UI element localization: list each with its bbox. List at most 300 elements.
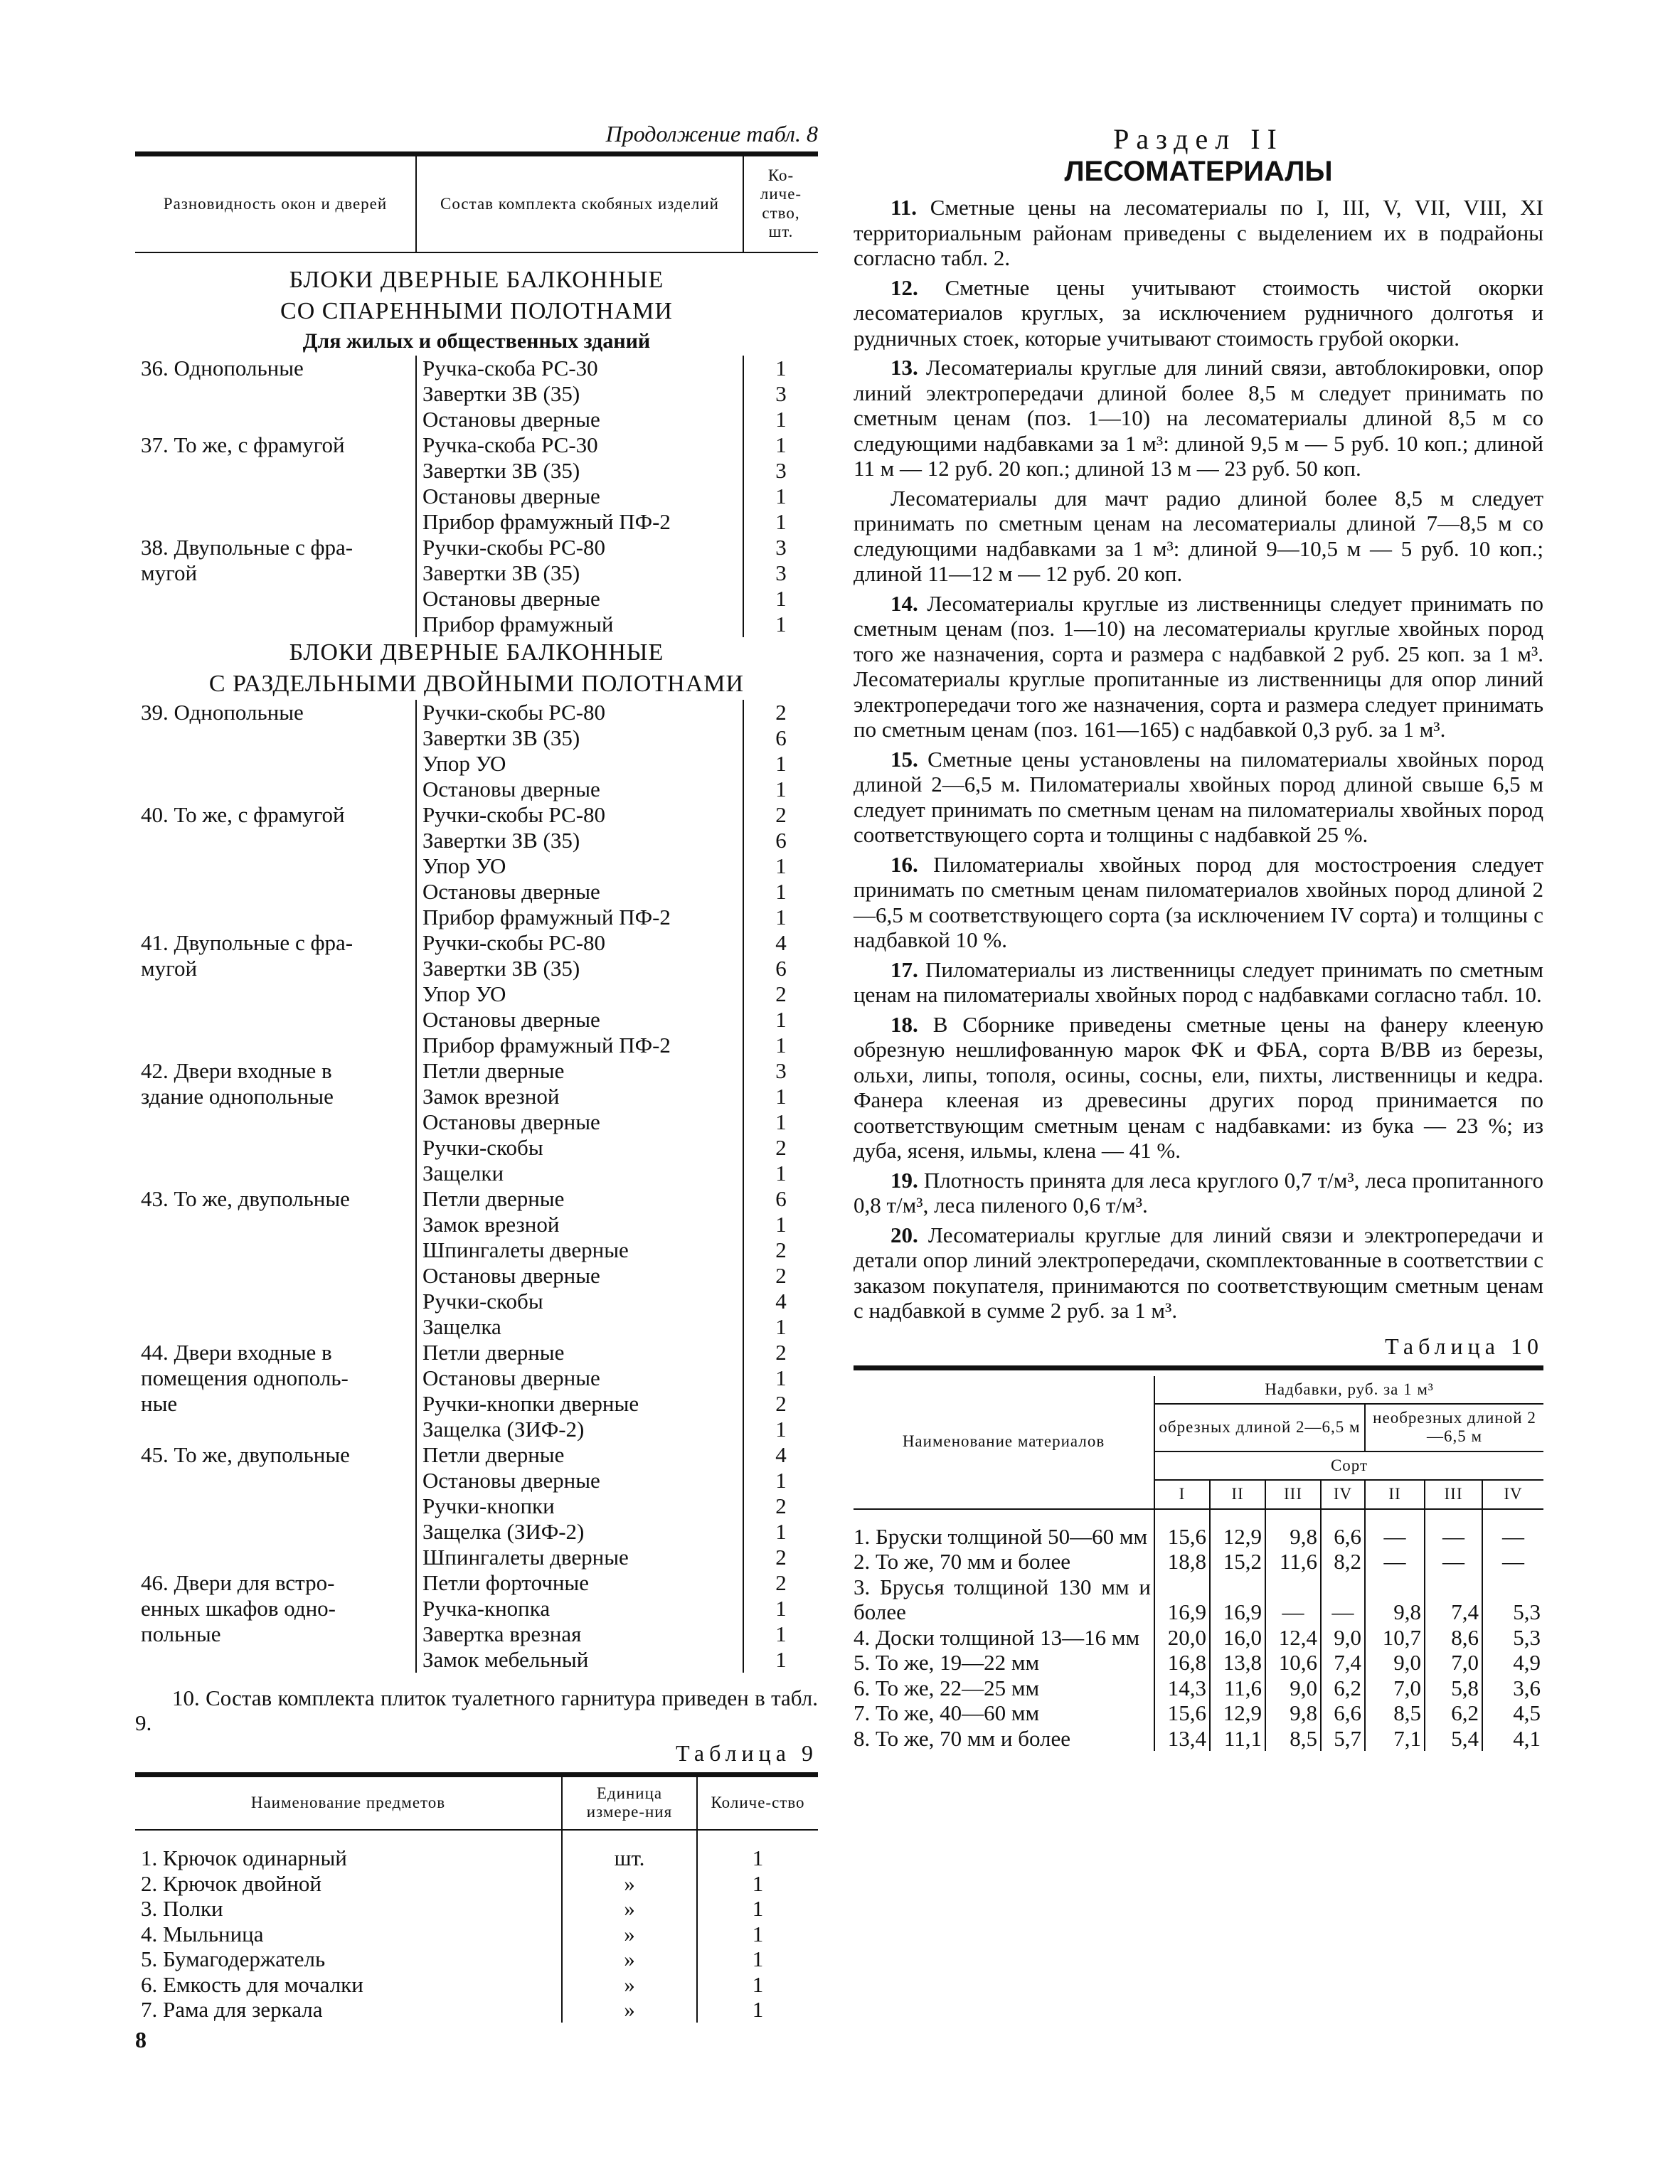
item-name: 1. Крючок одинарный bbox=[141, 1845, 347, 1871]
window-door-kind: помещения однополь- bbox=[141, 1365, 349, 1390]
surcharge-value: — bbox=[1321, 1575, 1365, 1625]
page-number: 8 bbox=[135, 2027, 147, 2052]
quantity: 2 bbox=[743, 981, 818, 1007]
table-row bbox=[135, 700, 818, 725]
quantity: 1 bbox=[743, 1084, 818, 1109]
paragraph-number: 14. bbox=[890, 590, 918, 616]
grade-header: III bbox=[1265, 1480, 1321, 1508]
table-row bbox=[135, 1468, 818, 1493]
hardware-item: Остановы дверные bbox=[416, 1468, 743, 1493]
hardware-item: Защелки bbox=[416, 1161, 743, 1186]
col-header-material: Наименование материалов bbox=[854, 1376, 1154, 1509]
table-row bbox=[135, 1922, 818, 1947]
surcharge-value: 6,6 bbox=[1321, 1509, 1365, 1550]
table-row bbox=[135, 381, 818, 407]
hardware-item: Ручки-скобы РС-80 bbox=[416, 700, 743, 725]
quantity: 1 bbox=[743, 751, 818, 777]
unit: шт. bbox=[562, 1830, 697, 1871]
hardware-item: Петли дверные bbox=[416, 1058, 743, 1084]
window-door-kind bbox=[135, 1289, 416, 1314]
hardware-item: Шпингалеты дверные bbox=[416, 1545, 743, 1570]
unit: » bbox=[562, 1871, 697, 1897]
hardware-item: Петли форточные bbox=[416, 1570, 743, 1596]
item-name: 6. Емкость для мочалки bbox=[141, 1971, 363, 1997]
table-row bbox=[854, 1676, 1543, 1701]
table-row bbox=[135, 432, 818, 458]
surcharge-value: 18,8 bbox=[1154, 1549, 1210, 1575]
table-row bbox=[135, 1109, 818, 1135]
col-header-unedged: необрезных длиной 2—6,5 м bbox=[1365, 1404, 1543, 1451]
grade-header: II bbox=[1365, 1480, 1425, 1508]
paragraph bbox=[854, 1222, 1543, 1323]
window-door-kind bbox=[135, 1647, 416, 1673]
table-row bbox=[854, 1575, 1543, 1625]
paragraph-text: Сметные цены на лесоматериалы по I, III, V, VII, VIII, XI территориальным районам приведены с выделением их в подрайоны согласно табл. 2. bbox=[854, 195, 1543, 270]
window-door-kind bbox=[135, 509, 416, 535]
table-row bbox=[135, 560, 818, 586]
surcharge-value: 7,4 bbox=[1425, 1575, 1482, 1625]
paragraph-number: 19. bbox=[890, 1167, 918, 1193]
surcharge-value: 4,5 bbox=[1482, 1700, 1543, 1726]
quantity: 1 bbox=[743, 1007, 818, 1033]
rule bbox=[135, 1772, 818, 1777]
hardware-item: Ручки-скобы РС-80 bbox=[416, 535, 743, 560]
quantity: 2 bbox=[743, 802, 818, 828]
material-name: 3. Брусья толщиной 130 мм и более bbox=[854, 1574, 1151, 1625]
hardware-item: Защелка (ЗИФ-2) bbox=[416, 1519, 743, 1545]
window-door-kind bbox=[135, 1519, 416, 1545]
window-door-kind bbox=[135, 879, 416, 905]
surcharge-value: 7,0 bbox=[1425, 1650, 1482, 1676]
hardware-item: Завертки ЗВ (35) bbox=[416, 560, 743, 586]
paragraph-text: Плотность принята для леса круглого 0,7 т/м³, леса пропитанного 0,8 т/м³, леса пиленого 0,6 т/м³. bbox=[854, 1167, 1543, 1218]
table-row bbox=[135, 1033, 818, 1058]
unit: » bbox=[562, 1946, 697, 1972]
paragraph bbox=[854, 591, 1543, 742]
note-10: 10. Состав комплекта плиток туалетного гарнитура приведен в табл. 9. bbox=[135, 1685, 818, 1736]
quantity: 1 bbox=[743, 586, 818, 612]
hardware-item: Замок врезной bbox=[416, 1084, 743, 1109]
quantity: 1 bbox=[743, 432, 818, 458]
quantity: 4 bbox=[743, 1289, 818, 1314]
quantity: 6 bbox=[743, 725, 818, 751]
paragraph-number: 15. bbox=[890, 746, 918, 772]
right-column bbox=[854, 107, 1543, 1751]
table-row bbox=[135, 981, 818, 1007]
table-row bbox=[135, 1570, 818, 1596]
table-row bbox=[854, 1625, 1543, 1651]
quantity: 1 bbox=[743, 1417, 818, 1442]
material-name: 8. То же, 70 мм и более bbox=[854, 1725, 1071, 1751]
window-door-kind bbox=[135, 751, 416, 777]
surcharge-value: 12,9 bbox=[1210, 1509, 1265, 1550]
surcharge-value: 9,8 bbox=[1365, 1575, 1425, 1625]
surcharge-value: — bbox=[1365, 1509, 1425, 1550]
window-door-kind: мугой bbox=[141, 560, 198, 585]
window-door-kind bbox=[135, 1468, 416, 1493]
hardware-item: Прибор фрамужный ПФ-2 bbox=[416, 1033, 743, 1058]
hardware-item: Завертки ЗВ (35) bbox=[416, 828, 743, 853]
window-door-kind: 43. То же, двупольные bbox=[141, 1186, 350, 1211]
quantity: 6 bbox=[743, 828, 818, 853]
table-row bbox=[135, 725, 818, 751]
hardware-item: Завертки ЗВ (35) bbox=[416, 381, 743, 407]
item-name: 7. Рама для зеркала bbox=[141, 1997, 323, 2023]
table-row bbox=[135, 1972, 818, 1998]
quantity: 2 bbox=[743, 700, 818, 725]
hardware-item: Шпингалеты дверные bbox=[416, 1237, 743, 1263]
surcharge-value: 16,8 bbox=[1154, 1650, 1210, 1676]
hardware-item: Ручка-скоба РС-30 bbox=[416, 432, 743, 458]
quantity: 2 bbox=[743, 1340, 818, 1365]
surcharge-value: 4,9 bbox=[1482, 1650, 1543, 1676]
col-header-qty: Количе-ство bbox=[697, 1777, 818, 1830]
table-row bbox=[135, 1007, 818, 1033]
quantity: 2 bbox=[743, 1135, 818, 1161]
surcharge-value: 9,8 bbox=[1265, 1509, 1321, 1550]
surcharge-value: 6,6 bbox=[1321, 1700, 1365, 1726]
hardware-item: Прибор фрамужный ПФ-2 bbox=[416, 905, 743, 930]
quantity: 6 bbox=[743, 1186, 818, 1212]
group-title: БЛОКИ ДВЕРНЫЕ БАЛКОННЫЕ bbox=[289, 266, 664, 293]
hardware-item: Ручки-кнопки bbox=[416, 1493, 743, 1519]
hardware-item: Остановы дверные bbox=[416, 879, 743, 905]
quantity: 1 bbox=[743, 1596, 818, 1621]
hardware-item: Ручки-кнопки дверные bbox=[416, 1391, 743, 1417]
item-name: 5. Бумагодержатель bbox=[141, 1946, 326, 1972]
window-door-kind bbox=[135, 1263, 416, 1289]
table-row bbox=[135, 1545, 818, 1570]
surcharge-value: 20,0 bbox=[1154, 1625, 1210, 1651]
col-header-kind: Разновидность окон и дверей bbox=[135, 156, 416, 252]
table-row bbox=[854, 1650, 1543, 1676]
hardware-item: Остановы дверные bbox=[416, 1263, 743, 1289]
table-row bbox=[135, 956, 818, 981]
surcharge-value: 9,8 bbox=[1265, 1700, 1321, 1726]
window-door-kind bbox=[135, 777, 416, 802]
quantity: 4 bbox=[743, 930, 818, 956]
material-name: 6. То же, 22—25 мм bbox=[854, 1675, 1040, 1700]
group-title: СО СПАРЕННЫМИ ПОЛОТНАМИ bbox=[280, 297, 673, 324]
quantity: 1 bbox=[743, 1033, 818, 1058]
paragraphs bbox=[854, 195, 1543, 1323]
quantity: 1 bbox=[743, 879, 818, 905]
paragraph-text: В Сборнике приведены сметные цены на фанеру клееную обрезную нешлифованную марок ФК и ФБА, сорта В/ВВ из березы, ольхи, липы, тополя, осины, сосны, ели, пихты, лиственницы и кедра. Фанера клееная из древесины других пород принимается по соответствующим сметным ценам с надбавками: из бука — 23 %; из дуба, ясеня, ильмы, клена — 41 %. bbox=[854, 1011, 1543, 1163]
paragraph-text: Сметные цены учитывают стоимость чистой окорки лесоматериалов круглых, за исключением рудничного долготья и рудничных стоек, которые учитывают стоимость грубой окорки. bbox=[854, 275, 1543, 351]
window-door-kind bbox=[135, 981, 416, 1007]
window-door-kind bbox=[135, 725, 416, 751]
surcharge-value: 5,3 bbox=[1482, 1625, 1543, 1651]
quantity: 1 bbox=[743, 484, 818, 509]
item-name: 3. Полки bbox=[141, 1896, 223, 1922]
table-row bbox=[135, 1647, 818, 1673]
table-row bbox=[135, 1493, 818, 1519]
paragraph-text: Пиломатериалы из лиственницы следует принимать по сметным ценам на пиломатериалы хвойных пород с надбавками согласно табл. 10. bbox=[854, 957, 1543, 1007]
col-header-surcharge: Надбавки, руб. за 1 м³ bbox=[1154, 1376, 1543, 1404]
table-row bbox=[135, 509, 818, 535]
quantity: 2 bbox=[743, 1263, 818, 1289]
surcharge-value: 16,9 bbox=[1210, 1575, 1265, 1625]
hardware-item: Прибор фрамужный ПФ-2 bbox=[416, 509, 743, 535]
quantity: 1 bbox=[743, 356, 818, 381]
unit: » bbox=[562, 1972, 697, 1998]
window-door-kind bbox=[135, 381, 416, 407]
surcharge-value: 16,0 bbox=[1210, 1625, 1265, 1651]
surcharge-value: — bbox=[1425, 1509, 1482, 1550]
table-row bbox=[854, 1726, 1543, 1752]
table-row bbox=[135, 1391, 818, 1417]
unit: » bbox=[562, 1997, 697, 2023]
surcharge-value: 16,9 bbox=[1154, 1575, 1210, 1625]
hardware-item: Ручка-скоба РС-30 bbox=[416, 356, 743, 381]
table-row bbox=[135, 802, 818, 828]
hardware-item: Петли дверные bbox=[416, 1340, 743, 1365]
material-name: 5. То же, 19—22 мм bbox=[854, 1650, 1040, 1676]
col-header-edged: обрезных длиной 2—6,5 м bbox=[1154, 1404, 1365, 1451]
hardware-item: Замок мебельный bbox=[416, 1647, 743, 1673]
surcharge-value: 15,2 bbox=[1210, 1549, 1265, 1575]
hardware-item: Остановы дверные bbox=[416, 484, 743, 509]
table-row bbox=[135, 1212, 818, 1237]
rule bbox=[135, 151, 818, 156]
hardware-item: Замок врезной bbox=[416, 1212, 743, 1237]
window-door-kind bbox=[135, 1007, 416, 1033]
quantity: 1 bbox=[697, 1896, 818, 1922]
hardware-item: Ручки-скобы РС-80 bbox=[416, 930, 743, 956]
paragraph-number: 16. bbox=[890, 851, 918, 877]
window-door-kind bbox=[135, 1109, 416, 1135]
surcharge-value: 7,4 bbox=[1321, 1650, 1365, 1676]
col-header-composition: Состав комплекта скобяных изделий bbox=[416, 156, 743, 252]
quantity: 3 bbox=[743, 381, 818, 407]
table-row bbox=[135, 1596, 818, 1621]
group-title: БЛОКИ ДВЕРНЫЕ БАЛКОННЫЕ bbox=[289, 639, 664, 666]
window-door-kind: мугой bbox=[141, 955, 198, 981]
table-row bbox=[135, 535, 818, 560]
hardware-item: Ручки-скобы РС-80 bbox=[416, 802, 743, 828]
surcharge-value: 11,6 bbox=[1265, 1549, 1321, 1575]
hardware-item: Ручка-кнопка bbox=[416, 1596, 743, 1621]
table-10-label: Таблица 10 bbox=[1385, 1333, 1543, 1359]
surcharge-value: 10,7 bbox=[1365, 1625, 1425, 1651]
paragraph-text: Лесоматериалы круглые для линий связи, автоблокировки, опор линий электропередачи длиной более 8,5 м следует принимать по сметным ценам (поз. 1—10) на лесоматериалы длиной 8,5 м со следующими надбавками за 1 м³: длиной 9,5 м — 5 руб. 10 коп.; длиной 11 м — 12 руб. 20 коп.; длиной 13 м — 23 руб. 50 коп. bbox=[854, 355, 1543, 481]
window-door-kind: ные bbox=[141, 1390, 178, 1416]
hardware-item: Завертки ЗВ (35) bbox=[416, 458, 743, 484]
surcharge-value: — bbox=[1425, 1549, 1482, 1575]
table-row bbox=[135, 1365, 818, 1391]
quantity: 1 bbox=[743, 612, 818, 637]
window-door-kind bbox=[135, 1135, 416, 1161]
quantity: 2 bbox=[743, 1237, 818, 1263]
hardware-item: Упор УО bbox=[416, 853, 743, 879]
section-title: Раздел II bbox=[1113, 123, 1284, 155]
table-row bbox=[135, 484, 818, 509]
quantity: 1 bbox=[743, 1161, 818, 1186]
material-name: 4. Доски толщиной 13—16 мм bbox=[854, 1624, 1140, 1650]
paragraph bbox=[854, 852, 1543, 953]
table-row bbox=[135, 1519, 818, 1545]
paragraph bbox=[854, 275, 1543, 351]
surcharge-value: 12,9 bbox=[1210, 1700, 1265, 1726]
window-door-kind: 46. Двери для встро- bbox=[141, 1570, 335, 1595]
unit: » bbox=[562, 1922, 697, 1947]
surcharge-value: 8,2 bbox=[1321, 1549, 1365, 1575]
paragraph bbox=[854, 355, 1543, 481]
surcharge-value: 5,3 bbox=[1482, 1575, 1543, 1625]
table-row bbox=[135, 1314, 818, 1340]
paragraph-number: 12. bbox=[890, 275, 918, 300]
hardware-item: Остановы дверные bbox=[416, 1109, 743, 1135]
table-9-label: Таблица 9 bbox=[676, 1740, 818, 1766]
surcharge-value: 14,3 bbox=[1154, 1676, 1210, 1701]
quantity: 2 bbox=[743, 1391, 818, 1417]
table-row bbox=[135, 1621, 818, 1647]
grade-header: IV bbox=[1321, 1480, 1365, 1508]
quantity: 1 bbox=[743, 777, 818, 802]
surcharge-value: 7,0 bbox=[1365, 1676, 1425, 1701]
window-door-kind bbox=[135, 1493, 416, 1519]
quantity: 1 bbox=[743, 1109, 818, 1135]
quantity: 1 bbox=[743, 1621, 818, 1647]
quantity: 1 bbox=[743, 853, 818, 879]
table-row bbox=[135, 1417, 818, 1442]
paragraph bbox=[854, 195, 1543, 271]
hardware-item: Остановы дверные bbox=[416, 407, 743, 432]
hardware-item: Остановы дверные bbox=[416, 1007, 743, 1033]
surcharge-value: 8,5 bbox=[1365, 1700, 1425, 1726]
table-row bbox=[135, 930, 818, 956]
surcharge-value: — bbox=[1265, 1575, 1321, 1625]
quantity: 2 bbox=[743, 1545, 818, 1570]
table-9 bbox=[135, 1777, 818, 2023]
table-row bbox=[135, 356, 818, 381]
item-name: 2. Крючок двойной bbox=[141, 1870, 322, 1896]
quantity: 2 bbox=[743, 1570, 818, 1596]
col-header-qty: Ко-личе-ство, шт. bbox=[743, 156, 818, 252]
table-row bbox=[135, 1058, 818, 1084]
unit: » bbox=[562, 1896, 697, 1922]
col-header-unit: Единица измере-ния bbox=[562, 1777, 697, 1830]
hardware-item: Завертки ЗВ (35) bbox=[416, 956, 743, 981]
table-10 bbox=[854, 1376, 1543, 1752]
quantity: 1 bbox=[697, 1871, 818, 1897]
paragraph-text: Лесоматериалы круглые для линий связи и электропередачи и детали опор линий электропередачи, скомплектованные в соответствии с заказом покупателя, принимаются по соответствующим сметным ценам с надбавкой в сумме 2 руб. за 1 м³. bbox=[854, 1222, 1543, 1323]
hardware-item: Петли дверные bbox=[416, 1442, 743, 1468]
table-row bbox=[135, 751, 818, 777]
window-door-kind bbox=[135, 828, 416, 853]
quantity: 1 bbox=[697, 1830, 818, 1871]
paragraph bbox=[854, 957, 1543, 1008]
hardware-item: Остановы дверные bbox=[416, 777, 743, 802]
table-row bbox=[854, 1509, 1543, 1550]
col-header-name: Наименование предметов bbox=[135, 1777, 562, 1830]
surcharge-value: 9,0 bbox=[1365, 1650, 1425, 1676]
rule bbox=[854, 1365, 1543, 1370]
table-row bbox=[135, 612, 818, 637]
quantity: 1 bbox=[743, 1365, 818, 1391]
grade-header: II bbox=[1210, 1480, 1265, 1508]
window-door-kind bbox=[135, 1033, 416, 1058]
quantity: 1 bbox=[743, 407, 818, 432]
table-row bbox=[135, 1186, 818, 1212]
window-door-kind bbox=[135, 484, 416, 509]
paragraph bbox=[854, 1012, 1543, 1163]
surcharge-value: 5,4 bbox=[1425, 1726, 1482, 1752]
window-door-kind bbox=[135, 1417, 416, 1442]
table-row bbox=[135, 458, 818, 484]
window-door-kind: енных шкафов одно- bbox=[141, 1595, 336, 1621]
window-door-kind bbox=[135, 1237, 416, 1263]
table-row bbox=[135, 1442, 818, 1468]
group-title: С РАЗДЕЛЬНЫМИ ДВОЙНЫМИ ПОЛОТНАМИ bbox=[208, 670, 745, 697]
surcharge-value: 8,5 bbox=[1265, 1726, 1321, 1752]
quantity: 6 bbox=[743, 956, 818, 981]
hardware-item: Завертки ЗВ (35) bbox=[416, 725, 743, 751]
quantity: 4 bbox=[743, 1442, 818, 1468]
window-door-kind: 41. Двупольные с фра- bbox=[141, 929, 353, 955]
quantity: 1 bbox=[697, 1922, 818, 1947]
window-door-kind bbox=[135, 1161, 416, 1186]
surcharge-value: 13,4 bbox=[1154, 1726, 1210, 1752]
window-door-kind bbox=[135, 1212, 416, 1237]
table-row bbox=[135, 1084, 818, 1109]
quantity: 3 bbox=[743, 535, 818, 560]
window-door-kind bbox=[135, 1314, 416, 1340]
table-row bbox=[135, 777, 818, 802]
hardware-item: Остановы дверные bbox=[416, 1365, 743, 1391]
surcharge-value: — bbox=[1365, 1549, 1425, 1575]
window-door-kind: польные bbox=[141, 1621, 221, 1646]
table-continuation-caption: Продолжение табл. 8 bbox=[605, 121, 818, 147]
quantity: 1 bbox=[743, 509, 818, 535]
table-row bbox=[135, 1289, 818, 1314]
hardware-item: Упор УО bbox=[416, 751, 743, 777]
table-row bbox=[135, 1237, 818, 1263]
quantity: 3 bbox=[743, 1058, 818, 1084]
surcharge-value: 15,6 bbox=[1154, 1700, 1210, 1726]
material-name: 1. Бруски толщиной 50—60 мм bbox=[854, 1523, 1148, 1549]
table-row bbox=[135, 1896, 818, 1922]
surcharge-value: 3,6 bbox=[1482, 1676, 1543, 1701]
window-door-kind bbox=[135, 407, 416, 432]
surcharge-value: 11,6 bbox=[1210, 1676, 1265, 1701]
window-door-kind bbox=[135, 612, 416, 637]
table-row bbox=[135, 905, 818, 930]
window-door-kind: 37. То же, с фрамугой bbox=[141, 432, 345, 457]
table-row bbox=[135, 407, 818, 432]
quantity: 1 bbox=[743, 1212, 818, 1237]
quantity: 1 bbox=[743, 1468, 818, 1493]
window-door-kind: 45. То же, двупольные bbox=[141, 1442, 350, 1467]
quantity: 2 bbox=[743, 1493, 818, 1519]
quantity: 1 bbox=[697, 1997, 818, 2023]
window-door-kind bbox=[135, 1545, 416, 1570]
table-row bbox=[854, 1700, 1543, 1726]
left-column bbox=[135, 107, 818, 2023]
table-row bbox=[135, 853, 818, 879]
table-row bbox=[135, 828, 818, 853]
grade-header: I bbox=[1154, 1480, 1210, 1508]
window-door-kind: здание однопольные bbox=[141, 1083, 334, 1109]
hardware-item: Петли дверные bbox=[416, 1186, 743, 1212]
surcharge-value: 9,0 bbox=[1321, 1625, 1365, 1651]
window-door-kind: 40. То же, с фрамугой bbox=[141, 801, 345, 827]
window-door-kind: 39. Однопольные bbox=[141, 699, 304, 725]
paragraph-text: Лесоматериалы круглые из лиственницы следует принимать по сметным ценам (поз. 1—10) на лесоматериалы круглые хвойных пород того же назначения, сорта и размера с надбавкой 2 руб. 25 коп. за 1 м³. Лесоматериалы круглые пропитанные из лиственницы для опор линий электропередачи того же назначения, сорта и размера следует принимать по сметным ценам (поз. 161—165) с надбавкой 0,3 руб. за 1 м³. bbox=[854, 590, 1543, 742]
surcharge-value: 11,1 bbox=[1210, 1726, 1265, 1752]
paragraph-number: 20. bbox=[890, 1222, 918, 1247]
item-name: 4. Мыльница bbox=[141, 1921, 264, 1946]
